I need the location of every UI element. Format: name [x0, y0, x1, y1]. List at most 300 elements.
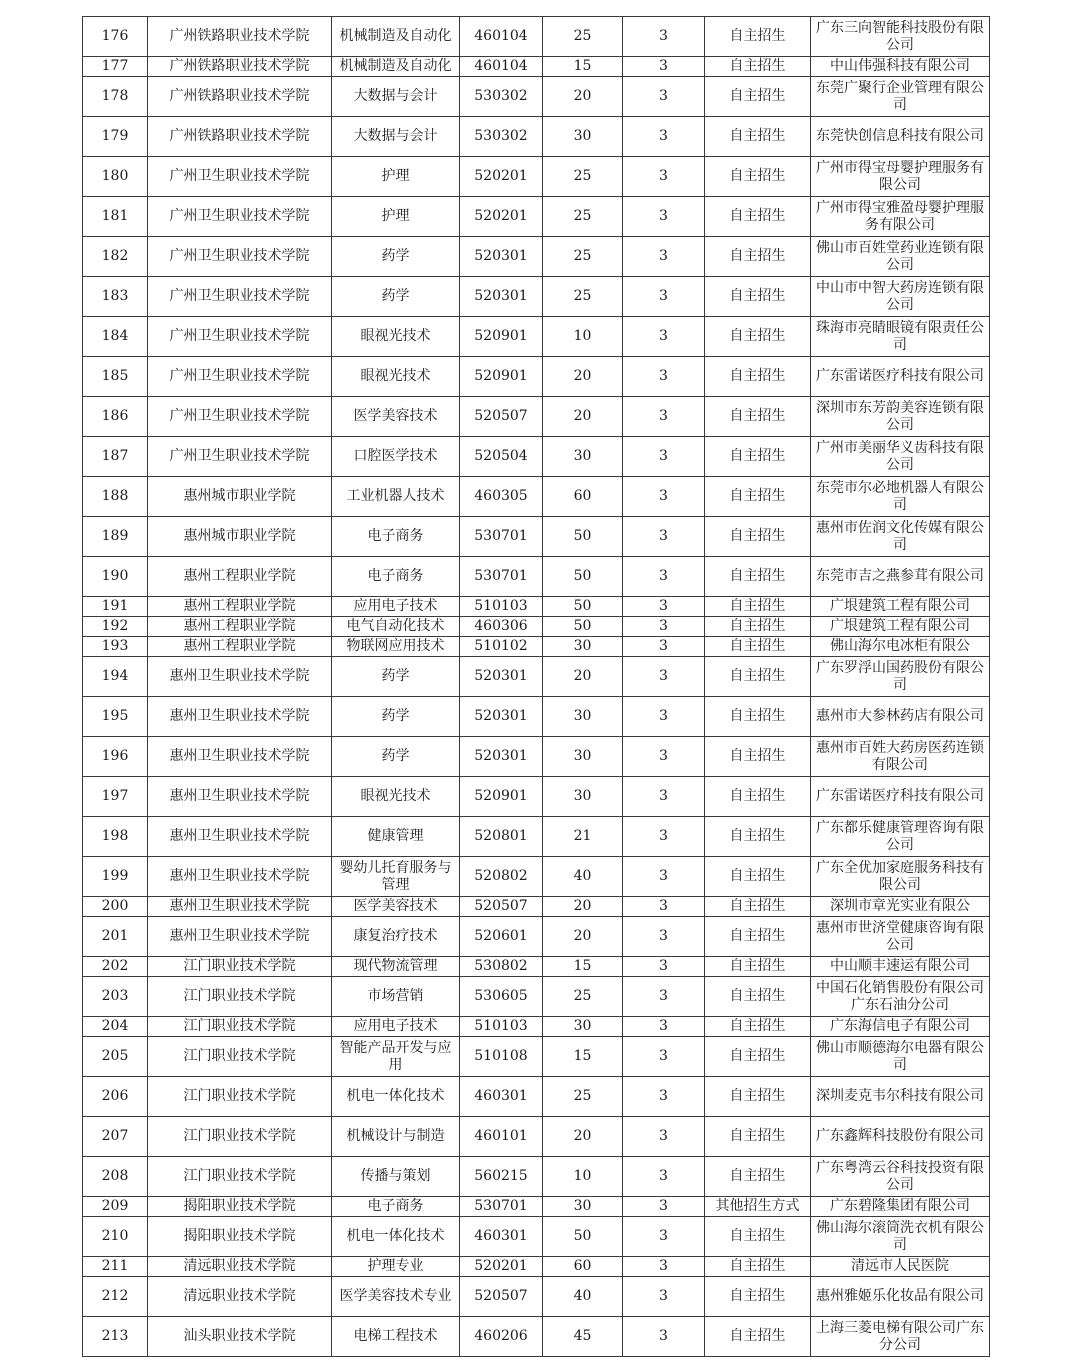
major-name: 药学 [332, 697, 460, 737]
major-code: 510102 [460, 637, 543, 657]
enrollment-method: 自主招生 [705, 77, 811, 117]
table-row [83, 1217, 990, 1257]
enrollment-count: 25 [543, 17, 623, 57]
enrollment-count: 20 [543, 897, 623, 917]
row-number: 187 [83, 437, 148, 477]
table-row [83, 917, 990, 957]
major-code: 460104 [460, 57, 543, 77]
school-name: 惠州卫生职业技术学院 [148, 777, 332, 817]
school-name: 广州铁路职业技术学院 [148, 17, 332, 57]
enrollment-method: 自主招生 [705, 57, 811, 77]
enrollment-method: 自主招生 [705, 897, 811, 917]
study-years: 3 [623, 1017, 705, 1037]
partner-company: 东莞市尔必地机器人有限公司 [811, 477, 990, 517]
table-row [83, 317, 990, 357]
study-years: 3 [623, 1157, 705, 1197]
major-code: 520507 [460, 897, 543, 917]
enrollment-method: 自主招生 [705, 17, 811, 57]
school-name: 清远职业技术学院 [148, 1277, 332, 1317]
major-code: 460301 [460, 1077, 543, 1117]
enrollment-method: 自主招生 [705, 1217, 811, 1257]
partner-company: 佛山海尔滚筒洗衣机有限公司 [811, 1217, 990, 1257]
major-code: 520901 [460, 777, 543, 817]
partner-company: 广东三向智能科技股份有限公司 [811, 17, 990, 57]
school-name: 广州铁路职业技术学院 [148, 117, 332, 157]
major-name: 药学 [332, 237, 460, 277]
major-name: 药学 [332, 657, 460, 697]
row-number: 186 [83, 397, 148, 437]
partner-company: 广东碧隆集团有限公司 [811, 1197, 990, 1217]
major-code: 530302 [460, 77, 543, 117]
row-number: 190 [83, 557, 148, 597]
study-years: 3 [623, 617, 705, 637]
study-years: 3 [623, 437, 705, 477]
partner-company: 珠海市亮睛眼镜有限责任公司 [811, 317, 990, 357]
study-years: 3 [623, 1317, 705, 1357]
row-number: 201 [83, 917, 148, 957]
major-code: 510103 [460, 1017, 543, 1037]
row-number: 184 [83, 317, 148, 357]
study-years: 3 [623, 357, 705, 397]
partner-company: 广东鑫辉科技股份有限公司 [811, 1117, 990, 1157]
study-years: 3 [623, 1197, 705, 1217]
major-name: 传播与策划 [332, 1157, 460, 1197]
enrollment-count: 20 [543, 657, 623, 697]
major-code: 460306 [460, 617, 543, 637]
major-code: 520507 [460, 397, 543, 437]
school-name: 惠州城市职业学院 [148, 517, 332, 557]
enrollment-method: 自主招生 [705, 1257, 811, 1277]
enrollment-method: 自主招生 [705, 597, 811, 617]
school-name: 江门职业技术学院 [148, 1017, 332, 1037]
table-row [83, 1037, 990, 1077]
enrollment-count: 25 [543, 977, 623, 1017]
major-code: 530701 [460, 1197, 543, 1217]
enrollment-count: 10 [543, 317, 623, 357]
partner-company: 广东罗浮山国药股份有限公司 [811, 657, 990, 697]
table-row [83, 277, 990, 317]
enrollment-method: 自主招生 [705, 117, 811, 157]
major-code: 460305 [460, 477, 543, 517]
major-name: 电气自动化技术 [332, 617, 460, 637]
major-name: 大数据与会计 [332, 77, 460, 117]
major-name: 机电一体化技术 [332, 1077, 460, 1117]
major-name: 电子商务 [332, 557, 460, 597]
partner-company: 清远市人民医院 [811, 1257, 990, 1277]
row-number: 205 [83, 1037, 148, 1077]
document-page [82, 16, 989, 1357]
major-name: 眼视光技术 [332, 317, 460, 357]
row-number: 185 [83, 357, 148, 397]
enrollment-method: 自主招生 [705, 1317, 811, 1357]
major-code: 530605 [460, 977, 543, 1017]
table-row [83, 77, 990, 117]
enrollment-method: 自主招生 [705, 397, 811, 437]
school-name: 广州卫生职业技术学院 [148, 277, 332, 317]
major-code: 520301 [460, 697, 543, 737]
partner-company: 广州市得宝母婴护理服务有限公司 [811, 157, 990, 197]
row-number: 213 [83, 1317, 148, 1357]
partner-company: 东莞广聚行企业管理有限公司 [811, 77, 990, 117]
table-row [83, 1117, 990, 1157]
table-row [83, 437, 990, 477]
major-code: 530701 [460, 557, 543, 597]
partner-company: 惠州市百姓大药房医药连锁有限公司 [811, 737, 990, 777]
study-years: 3 [623, 597, 705, 617]
major-code: 520504 [460, 437, 543, 477]
study-years: 3 [623, 517, 705, 557]
table-row [83, 977, 990, 1017]
school-name: 惠州卫生职业技术学院 [148, 857, 332, 897]
study-years: 3 [623, 1217, 705, 1257]
row-number: 196 [83, 737, 148, 777]
enrollment-method: 自主招生 [705, 1077, 811, 1117]
row-number: 212 [83, 1277, 148, 1317]
major-name: 应用电子技术 [332, 1017, 460, 1037]
school-name: 惠州卫生职业技术学院 [148, 817, 332, 857]
enrollment-count: 30 [543, 737, 623, 777]
enrollment-count: 30 [543, 1017, 623, 1037]
enrollment-count: 60 [543, 1257, 623, 1277]
partner-company: 惠州雅姬乐化妆品有限公司 [811, 1277, 990, 1317]
enrollment-method: 自主招生 [705, 197, 811, 237]
major-code: 520801 [460, 817, 543, 857]
enrollment-count: 50 [543, 617, 623, 637]
major-name: 机械制造及自动化 [332, 57, 460, 77]
major-code: 520601 [460, 917, 543, 957]
partner-company: 广东海信电子有限公司 [811, 1017, 990, 1037]
major-code: 460101 [460, 1117, 543, 1157]
table-row [83, 857, 990, 897]
partner-company: 深圳市章光实业有限公 [811, 897, 990, 917]
school-name: 江门职业技术学院 [148, 1157, 332, 1197]
school-name: 广州铁路职业技术学院 [148, 77, 332, 117]
school-name: 惠州卫生职业技术学院 [148, 657, 332, 697]
study-years: 3 [623, 1277, 705, 1317]
enrollment-count: 50 [543, 597, 623, 617]
row-number: 208 [83, 1157, 148, 1197]
partner-company: 广州市美丽华义齿科技有限公司 [811, 437, 990, 477]
school-name: 清远职业技术学院 [148, 1257, 332, 1277]
table-row [83, 817, 990, 857]
enrollment-method: 自主招生 [705, 777, 811, 817]
table-row [83, 17, 990, 57]
row-number: 177 [83, 57, 148, 77]
enrollment-count: 30 [543, 697, 623, 737]
table-row [83, 737, 990, 777]
major-name: 机械制造及自动化 [332, 17, 460, 57]
enrollment-method: 自主招生 [705, 237, 811, 277]
major-name: 口腔医学技术 [332, 437, 460, 477]
partner-company: 中山伟强科技有限公司 [811, 57, 990, 77]
row-number: 199 [83, 857, 148, 897]
study-years: 3 [623, 277, 705, 317]
major-code: 530302 [460, 117, 543, 157]
table-row [83, 357, 990, 397]
major-name: 护理 [332, 157, 460, 197]
partner-company: 深圳市东芳韵美容连锁有限公司 [811, 397, 990, 437]
study-years: 3 [623, 657, 705, 697]
row-number: 211 [83, 1257, 148, 1277]
row-number: 206 [83, 1077, 148, 1117]
enrollment-method: 自主招生 [705, 277, 811, 317]
row-number: 204 [83, 1017, 148, 1037]
school-name: 揭阳职业技术学院 [148, 1217, 332, 1257]
major-name: 眼视光技术 [332, 777, 460, 817]
school-name: 广州卫生职业技术学院 [148, 157, 332, 197]
school-name: 广州卫生职业技术学院 [148, 397, 332, 437]
enrollment-method: 自主招生 [705, 977, 811, 1017]
major-name: 医学美容技术专业 [332, 1277, 460, 1317]
school-name: 惠州工程职业学院 [148, 597, 332, 617]
major-code: 460206 [460, 1317, 543, 1357]
major-name: 健康管理 [332, 817, 460, 857]
enrollment-count: 50 [543, 1217, 623, 1257]
study-years: 3 [623, 117, 705, 157]
study-years: 3 [623, 777, 705, 817]
partner-company: 佛山市百姓堂药业连锁有限公司 [811, 237, 990, 277]
enrollment-count: 45 [543, 1317, 623, 1357]
study-years: 3 [623, 57, 705, 77]
enrollment-method: 其他招生方式 [705, 1197, 811, 1217]
study-years: 3 [623, 897, 705, 917]
row-number: 193 [83, 637, 148, 657]
study-years: 3 [623, 1077, 705, 1117]
enrollment-count: 30 [543, 437, 623, 477]
table-row [83, 117, 990, 157]
major-name: 智能产品开发与应用 [332, 1037, 460, 1077]
enrollment-count: 25 [543, 197, 623, 237]
table-row [83, 517, 990, 557]
school-name: 广州卫生职业技术学院 [148, 197, 332, 237]
major-name: 工业机器人技术 [332, 477, 460, 517]
enrollment-method: 自主招生 [705, 557, 811, 597]
enrollment-count: 25 [543, 277, 623, 317]
study-years: 3 [623, 77, 705, 117]
study-years: 3 [623, 557, 705, 597]
enrollment-count: 20 [543, 917, 623, 957]
school-name: 惠州工程职业学院 [148, 637, 332, 657]
major-code: 530802 [460, 957, 543, 977]
enrollment-count: 50 [543, 517, 623, 557]
enrollment-count: 30 [543, 637, 623, 657]
table-row [83, 197, 990, 237]
school-name: 广州铁路职业技术学院 [148, 57, 332, 77]
school-name: 广州卫生职业技术学院 [148, 437, 332, 477]
major-name: 物联网应用技术 [332, 637, 460, 657]
partner-company: 惠州市大参林药店有限公司 [811, 697, 990, 737]
table-row [83, 1157, 990, 1197]
major-name: 医学美容技术 [332, 897, 460, 917]
school-name: 惠州城市职业学院 [148, 477, 332, 517]
table-row [83, 1077, 990, 1117]
major-code: 530701 [460, 517, 543, 557]
major-name: 电梯工程技术 [332, 1317, 460, 1357]
table-row [83, 157, 990, 197]
enrollment-count: 25 [543, 1077, 623, 1117]
enrollment-count: 15 [543, 1037, 623, 1077]
enrollment-count: 30 [543, 1197, 623, 1217]
major-name: 现代物流管理 [332, 957, 460, 977]
row-number: 209 [83, 1197, 148, 1217]
enrollment-method: 自主招生 [705, 657, 811, 697]
major-code: 520201 [460, 1257, 543, 1277]
table-row [83, 477, 990, 517]
table-row [83, 777, 990, 817]
row-number: 181 [83, 197, 148, 237]
table-body [83, 17, 990, 1357]
enrollment-method: 自主招生 [705, 477, 811, 517]
partner-company: 惠州市佐润文化传媒有限公司 [811, 517, 990, 557]
school-name: 惠州卫生职业技术学院 [148, 917, 332, 957]
partner-company: 东莞快创信息科技有限公司 [811, 117, 990, 157]
study-years: 3 [623, 317, 705, 357]
major-code: 520201 [460, 197, 543, 237]
major-name: 药学 [332, 737, 460, 777]
major-code: 520901 [460, 317, 543, 357]
enrollment-count: 50 [543, 557, 623, 597]
partner-company: 广东粤湾云谷科技投资有限公司 [811, 1157, 990, 1197]
major-name: 护理专业 [332, 1257, 460, 1277]
enrollment-method: 自主招生 [705, 957, 811, 977]
school-name: 惠州工程职业学院 [148, 557, 332, 597]
school-name: 揭阳职业技术学院 [148, 1197, 332, 1217]
table-row [83, 897, 990, 917]
partner-company: 惠州市世济堂健康咨询有限公司 [811, 917, 990, 957]
study-years: 3 [623, 697, 705, 737]
row-number: 180 [83, 157, 148, 197]
study-years: 3 [623, 817, 705, 857]
table-row [83, 1317, 990, 1357]
study-years: 3 [623, 157, 705, 197]
school-name: 江门职业技术学院 [148, 1117, 332, 1157]
row-number: 191 [83, 597, 148, 617]
row-number: 176 [83, 17, 148, 57]
major-code: 520301 [460, 737, 543, 777]
partner-company: 佛山海尔电冰柜有限公 [811, 637, 990, 657]
enrollment-method: 自主招生 [705, 917, 811, 957]
partner-company: 东莞市吉之燕参茸有限公司 [811, 557, 990, 597]
major-code: 520301 [460, 657, 543, 697]
study-years: 3 [623, 1257, 705, 1277]
table-row [83, 1197, 990, 1217]
enrollment-method: 自主招生 [705, 1017, 811, 1037]
enrollment-count: 20 [543, 357, 623, 397]
partner-company: 中山顺丰速运有限公司 [811, 957, 990, 977]
partner-company: 广东全优加家庭服务科技有限公司 [811, 857, 990, 897]
major-name: 眼视光技术 [332, 357, 460, 397]
school-name: 江门职业技术学院 [148, 977, 332, 1017]
enrollment-count: 20 [543, 397, 623, 437]
major-code: 520201 [460, 157, 543, 197]
enrollment-method: 自主招生 [705, 697, 811, 737]
major-code: 510103 [460, 597, 543, 617]
major-code: 520901 [460, 357, 543, 397]
partner-company: 深圳麦克韦尔科技有限公司 [811, 1077, 990, 1117]
partner-company: 中国石化销售股份有限公司广东石油分公司 [811, 977, 990, 1017]
row-number: 189 [83, 517, 148, 557]
enrollment-count: 21 [543, 817, 623, 857]
enrollment-count: 15 [543, 957, 623, 977]
school-name: 惠州卫生职业技术学院 [148, 697, 332, 737]
study-years: 3 [623, 237, 705, 277]
table-row [83, 57, 990, 77]
row-number: 203 [83, 977, 148, 1017]
row-number: 194 [83, 657, 148, 697]
school-name: 惠州卫生职业技术学院 [148, 897, 332, 917]
major-name: 市场营销 [332, 977, 460, 1017]
major-code: 520301 [460, 277, 543, 317]
school-name: 江门职业技术学院 [148, 1077, 332, 1117]
major-name: 电子商务 [332, 517, 460, 557]
study-years: 3 [623, 637, 705, 657]
enrollment-method: 自主招生 [705, 157, 811, 197]
study-years: 3 [623, 197, 705, 237]
table-row [83, 957, 990, 977]
enrollment-method: 自主招生 [705, 357, 811, 397]
school-name: 广州卫生职业技术学院 [148, 237, 332, 277]
partner-company: 广垠建筑工程有限公司 [811, 617, 990, 637]
table-row [83, 657, 990, 697]
major-code: 510108 [460, 1037, 543, 1077]
row-number: 197 [83, 777, 148, 817]
table-row [83, 697, 990, 737]
study-years: 3 [623, 977, 705, 1017]
enrollment-count: 25 [543, 237, 623, 277]
enrollment-method: 自主招生 [705, 737, 811, 777]
school-name: 广州卫生职业技术学院 [148, 357, 332, 397]
table-row [83, 397, 990, 437]
major-name: 电子商务 [332, 1197, 460, 1217]
enrollment-method: 自主招生 [705, 437, 811, 477]
major-name: 机械设计与制造 [332, 1117, 460, 1157]
school-name: 汕头职业技术学院 [148, 1317, 332, 1357]
major-name: 机电一体化技术 [332, 1217, 460, 1257]
study-years: 3 [623, 1117, 705, 1157]
major-name: 药学 [332, 277, 460, 317]
enrollment-method: 自主招生 [705, 857, 811, 897]
study-years: 3 [623, 857, 705, 897]
table-row [83, 597, 990, 617]
row-number: 179 [83, 117, 148, 157]
row-number: 188 [83, 477, 148, 517]
table-row [83, 637, 990, 657]
enrollment-method: 自主招生 [705, 1277, 811, 1317]
row-number: 198 [83, 817, 148, 857]
row-number: 202 [83, 957, 148, 977]
major-name: 康复治疗技术 [332, 917, 460, 957]
row-number: 182 [83, 237, 148, 277]
major-name: 应用电子技术 [332, 597, 460, 617]
row-number: 192 [83, 617, 148, 637]
enrollment-count: 40 [543, 857, 623, 897]
major-name: 大数据与会计 [332, 117, 460, 157]
enrollment-method: 自主招生 [705, 637, 811, 657]
major-name: 护理 [332, 197, 460, 237]
table-row [83, 1257, 990, 1277]
major-code: 460301 [460, 1217, 543, 1257]
enrollment-method: 自主招生 [705, 1157, 811, 1197]
school-name: 惠州工程职业学院 [148, 617, 332, 637]
study-years: 3 [623, 737, 705, 777]
major-code: 460104 [460, 17, 543, 57]
study-years: 3 [623, 1037, 705, 1077]
partner-company: 广垠建筑工程有限公司 [811, 597, 990, 617]
partner-company: 广东雷诺医疗科技有限公司 [811, 777, 990, 817]
enrollment-method: 自主招生 [705, 317, 811, 357]
enrollment-count: 20 [543, 1117, 623, 1157]
study-years: 3 [623, 957, 705, 977]
